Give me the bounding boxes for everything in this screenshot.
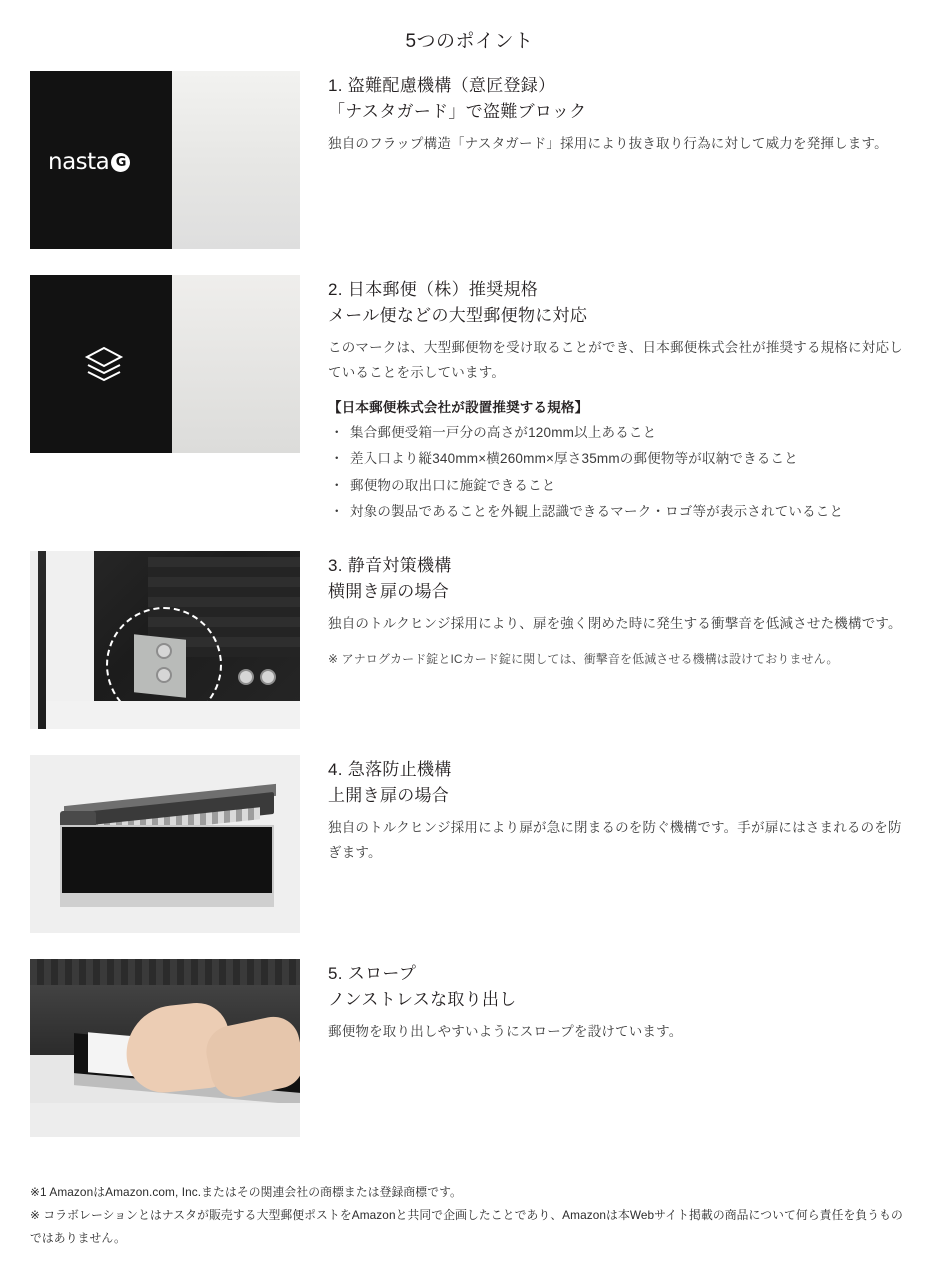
points-list [0,71,939,1137]
footnote-1: ※1 AmazonはAmazon.com, Inc.またはその関連会社の商標または登録商標です。 [30,1185,462,1200]
base-shelf [46,701,300,729]
point-2-spec-title: 【日本郵便株式会社が設置推奨する規格】 [328,399,589,415]
list-item: ・ 対象の製品であることを外観上認識できるマーク・ロゴ等が表示されていること [328,499,905,525]
point-2-heading-2: メール便などの大型郵便物に対応 [328,305,588,325]
point-item-1 [30,71,905,249]
list-item: ・ 郵便物の取出口に施錠できること [328,473,905,499]
large-mail-mark-icon [84,345,124,383]
background-floor [30,1103,300,1137]
point-item-2 [30,275,905,525]
point-1-image [30,71,300,249]
point-4-heading-1: 4. 急落防止機構 [328,760,452,780]
point-1-heading-1: 1. 盗難配慮機構（意匠登録） [328,76,556,95]
point-3-heading-2: 横開き扉の場合 [328,581,450,601]
point-item-3 [30,551,905,729]
point-2-body: このマークは、大型郵便物を受け取ることができ、日本郵便株式会社が推奨する規格に対応していることを示しています。 [328,340,903,380]
point-item-5 [30,959,905,1137]
point-4-image [30,755,300,933]
point-4-text [328,755,905,866]
point-2-text [328,275,905,525]
nasta-logo-text: nasta [48,149,110,175]
footnotes [0,1163,939,1270]
point-1-text [328,71,905,157]
point-2-image [30,275,300,453]
point-5-heading-2: ノンストレスな取り出し [328,989,517,1009]
mailbox-base [60,893,274,907]
point-3-heading-1: 3. 静音対策機構 [328,556,452,576]
screw [260,669,276,685]
point-5-body: 郵便物を取り出しやすいようにスロープを設けています。 [328,1024,683,1040]
footnote-2: ※ コラボレーションとはナスタが販売する大型郵便ポストをAmazonと共同で企画したことであり、Amazonは本Webサイト掲載の商品について何ら責任を負うものではありません。 [30,1208,903,1246]
point-4-body: 独自のトルクヒンジ採用により扉が急に閉まるのを防ぐ機構です。手が扉にはさまれるのを防ぎます。 [328,820,902,861]
photo-area [172,275,300,453]
point-5-image [30,959,300,1137]
mailbox-body [60,825,274,899]
point-1-body: 独自のフラップ構造「ナスタガード」採用により抜き取り行為に対して威力を発揮します。 [328,136,888,151]
point-3-body: 独自のトルクヒンジ採用により、扉を強く閉めた時に発生する衝撃音を低減させた機構です。 [328,616,902,632]
screw [238,669,254,685]
point-2-heading-1: 2. 日本郵便（株）推奨規格 [328,280,539,299]
point-3-text [328,551,905,671]
photo-area [38,551,300,729]
page-title: 5つのポイント [405,31,534,52]
nasta-logo [48,149,130,175]
point-item-4 [30,755,905,933]
point-1-heading-2: 「ナスタガード」で盗難ブロック [328,101,587,121]
point-3-note: ※ アナログカード錠とICカード錠に関しては、衝撃音を低減させる機構は設けておりません。 [328,652,839,667]
photo-area [172,71,300,249]
point-5-text [328,959,905,1045]
brand-panel [30,71,172,249]
point-5-heading-1: 5. スロープ [328,964,417,984]
nasta-logo-mark: G [111,153,130,172]
list-item: ・ 差入口より縦340mm×横260mm×厚さ35mmの郵便物等が収納できること [328,446,905,472]
point-2-spec-list [328,420,905,525]
point-4-heading-2: 上開き扉の場合 [328,785,450,805]
mark-panel [30,275,172,453]
point-3-image [30,551,300,729]
list-item: ・ 集合郵便受箱一戸分の高さが120mm以上あること [328,420,905,446]
mailbox-grille [30,959,300,985]
